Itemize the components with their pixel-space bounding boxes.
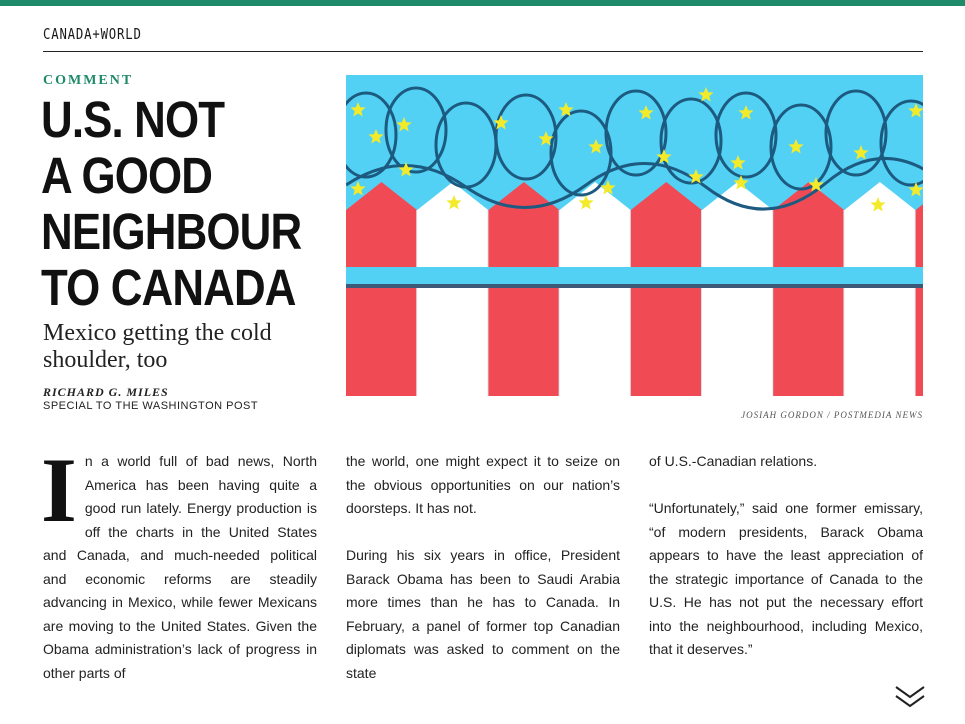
- headline-line: NEIGHBOUR: [41, 203, 302, 260]
- paragraph: the world, one might expect it to seize on the obvious opportunities on our nation’s doorsteps. It has not.: [346, 453, 620, 516]
- top-accent-bar: [0, 0, 965, 6]
- byline-author: RICHARD G. MILES: [43, 385, 169, 399]
- article-column-1: [41, 439, 317, 685]
- article-column-3: [649, 450, 923, 662]
- headline-line: TO CANADA: [41, 259, 296, 316]
- article-column-2: [346, 450, 620, 685]
- paragraph-text: n a world full of bad news, North America has been having quite a good run lately. Energy production is off the charts in the United States and Canada, and much-needed political and economic reforms are steadily advancing in Mexico, while fewer Mexicans are moving to the United States. Given the Obama administration’s lack of progress in other parts of: [43, 453, 317, 681]
- section-divider: [43, 51, 923, 52]
- fence-picket: [773, 182, 844, 396]
- kicker: COMMENT: [43, 73, 134, 88]
- section-label: CANADA+WORLD: [43, 25, 142, 43]
- fence-picket: [702, 182, 773, 396]
- headline-line: U.S. NOT: [41, 91, 225, 148]
- fence-illustration: [346, 75, 923, 396]
- fence-rail: [346, 284, 923, 288]
- paragraph: “Unfortunately,” said one former emissary, “of modern presidents, Barack Obama appears to have the least appreciation of the strategic importance of Canada to the U.S. He has not put the necessary effort into the neighbourhood, including Mexico, that it deserves.”: [649, 500, 923, 657]
- byline-affiliation: SPECIAL TO THE WASHINGTON POST: [43, 400, 259, 412]
- fence-picket: [916, 182, 923, 396]
- chevron-double-down-icon[interactable]: [893, 684, 927, 710]
- fence-picket: [488, 182, 559, 396]
- paragraph: During his six years in office, President Barack Obama has been to Saudi Arabia more times than he has to Canada. In February, a panel of former top Canadian diplomats was asked to comment on the state: [346, 547, 620, 681]
- photo-credit: JOSIAH GORDON / POSTMEDIA NEWS: [741, 410, 923, 420]
- deck-subtitle: Mexico getting the cold shoulder, too: [43, 320, 272, 373]
- rail-gap: [346, 267, 923, 285]
- fence-picket: [417, 182, 488, 396]
- paragraph: [41, 439, 317, 685]
- fence-picket: [346, 182, 417, 396]
- paragraph: of U.S.-Canadian relations.: [649, 453, 818, 469]
- headline-line: A GOOD: [41, 147, 213, 204]
- headline: [41, 91, 302, 316]
- fence-picket: [631, 182, 702, 396]
- fence-picket: [844, 182, 915, 396]
- drop-cap: I: [41, 439, 77, 541]
- fence-picket: [560, 182, 631, 396]
- fence-barbed-wire-image: [346, 75, 923, 396]
